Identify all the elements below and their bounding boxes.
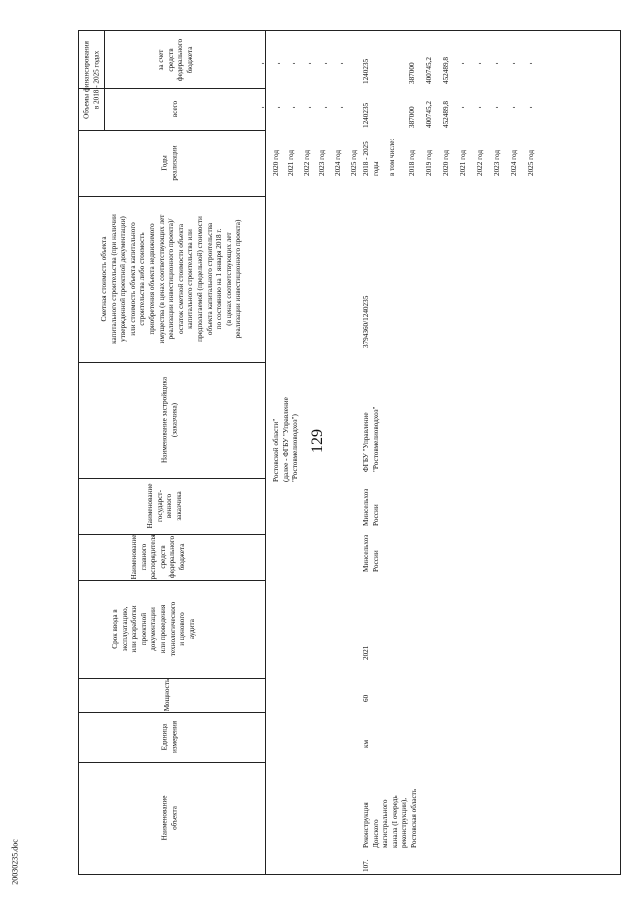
prev-year-5: 2024 год (334, 150, 342, 176)
col-sep (78, 478, 265, 479)
header-total: всего (171, 100, 180, 118)
row-107-unit: км (362, 739, 370, 748)
header-federal-budget: за счет средств федерального бюджета (156, 38, 194, 82)
col-sep (78, 362, 265, 363)
row-107-year-6: 2023 год (493, 150, 501, 176)
header-body-divider (265, 30, 266, 875)
row-107-number: 107. (362, 859, 370, 872)
row-107-years-period: 2018 - 2025 годы (362, 141, 380, 176)
prev-year-2: 2021 год (287, 150, 295, 176)
row-107-federal-sum: 1240235 (362, 58, 370, 84)
header-object-name: Наименование объекта (160, 795, 178, 841)
header-main-manager: Наименование главного распорядителя средств федерального бюджета (130, 534, 187, 580)
prev-total-1: - (261, 102, 265, 112)
col-sep (78, 196, 265, 197)
row-107-federal-5: - (478, 58, 482, 68)
col-sep (78, 762, 265, 763)
prev-year-1: 2020 год (272, 150, 280, 176)
row-107-term: 2021 (362, 645, 370, 660)
row-107-federal-3: 452489,8 (442, 57, 450, 84)
row-107-total-5: - (478, 102, 482, 112)
prev-federal-3: - (292, 58, 296, 68)
header-state-customer: Наименование государст- венного заказчика (145, 483, 183, 529)
row-107-developer: ФГБУ "Управление "Ростовмелиоводхоз" (362, 406, 380, 472)
prev-year-6: 2025 год (350, 150, 358, 176)
prev-federal-1: - (261, 58, 265, 68)
row-107-federal-7: - (512, 58, 516, 68)
col-sep (78, 130, 265, 131)
prev-total-5: - (324, 102, 328, 112)
col-sep (104, 30, 105, 130)
prev-federal-6: - (340, 58, 344, 68)
prev-federal-2: - (277, 58, 281, 68)
row-107-total-2: 400745,2 (425, 101, 433, 128)
row-107-federal-4: - (461, 58, 465, 68)
prev-year-4: 2023 год (318, 150, 326, 176)
row-107-estimated-cost: 3794360/1240235 (362, 295, 370, 348)
row-107-capacity: 60 (362, 694, 370, 702)
row-107-federal-1: 387000 (408, 62, 416, 84)
row-107-year-7: 2024 год (510, 150, 518, 176)
header-capacity: Мощность (163, 678, 172, 712)
header-estimated-cost: Сметная стоимость объекта капитального строительства (при наличии утвержденной проектной документации) или стоимость объекта капитального строительства либо стоимость приобретения объекта недвижимого имущества (в ценах соответствующих лет реализации инвестиционного проекта)/ остаток сметной стоимости объекта капитального строительства или предполагаемой (предельной) стоимости объекта капитального строительства по состоянию на 1 января 2018 г. (в ценах соответствующих лет реализации инвестиционного проекта) (100, 214, 243, 344)
prev-total-3: - (292, 102, 296, 112)
row-107-federal-2: 400745,2 (425, 57, 433, 84)
row-107-total-8: - (529, 102, 533, 112)
header-funding-volume: Объемы финансирования в 2018 - 2025 годах (82, 41, 100, 119)
row-107-total-6: - (495, 102, 499, 112)
header-unit: Единица измерения (160, 720, 178, 754)
row-107-total-1: 387000 (408, 106, 416, 128)
prev-federal-5: - (324, 58, 328, 68)
page-number: 129 (309, 429, 326, 453)
header-developer: Наименование застройщика (заказчика) (160, 376, 178, 464)
prev-total-2: - (277, 102, 281, 112)
row-107-state-customer: Минсельхоз России (362, 488, 380, 526)
col-sep (78, 712, 265, 713)
table-top-border (78, 30, 621, 31)
prev-row-developer: Ростовской области" (далее - ФГБУ "Управление "Ростовмелиоводхоз") (272, 397, 300, 482)
table-left-border (78, 30, 79, 875)
row-107-main-manager: Минсельхоз России (362, 534, 380, 572)
header-years: Годы реализации (160, 145, 178, 181)
row-107-total-sum: 1240235 (362, 102, 370, 128)
footer-doc-name: 20030235.doc (10, 839, 20, 885)
row-107-total-7: - (512, 102, 516, 112)
row-107-year-4: 2021 год (459, 150, 467, 176)
row-107-federal-6: - (495, 58, 499, 68)
table-right-border (620, 30, 621, 875)
col-sep (78, 580, 265, 581)
prev-total-4: - (308, 102, 312, 112)
row-107-federal-8: - (529, 58, 533, 68)
row-107-year-1: 2018 год (408, 150, 416, 176)
row-107-year-2: 2019 год (425, 150, 433, 176)
row-107-year-3: 2020 год (442, 150, 450, 176)
col-sep (78, 88, 265, 89)
row-107-year-8: 2025 год (527, 150, 535, 176)
row-107-year-5: 2022 год (476, 150, 484, 176)
header-commission-term: Срок ввода в эксплуатацию, или разработки проектной документации или проведения технологического и ценового аудита (110, 601, 196, 657)
prev-total-6: - (340, 102, 344, 112)
row-107-total-4: - (461, 102, 465, 112)
prev-year-3: 2022 год (303, 150, 311, 176)
table-bottom-border (78, 874, 621, 875)
row-107-total-3: 452489,8 (442, 101, 450, 128)
row-107-in-that-number: в том числе: (388, 138, 396, 176)
row-107-object-name: Реконструкция Донского магистрального канала (I очередь реконструкции), Ростовская область (362, 788, 418, 848)
prev-federal-4: - (308, 58, 312, 68)
